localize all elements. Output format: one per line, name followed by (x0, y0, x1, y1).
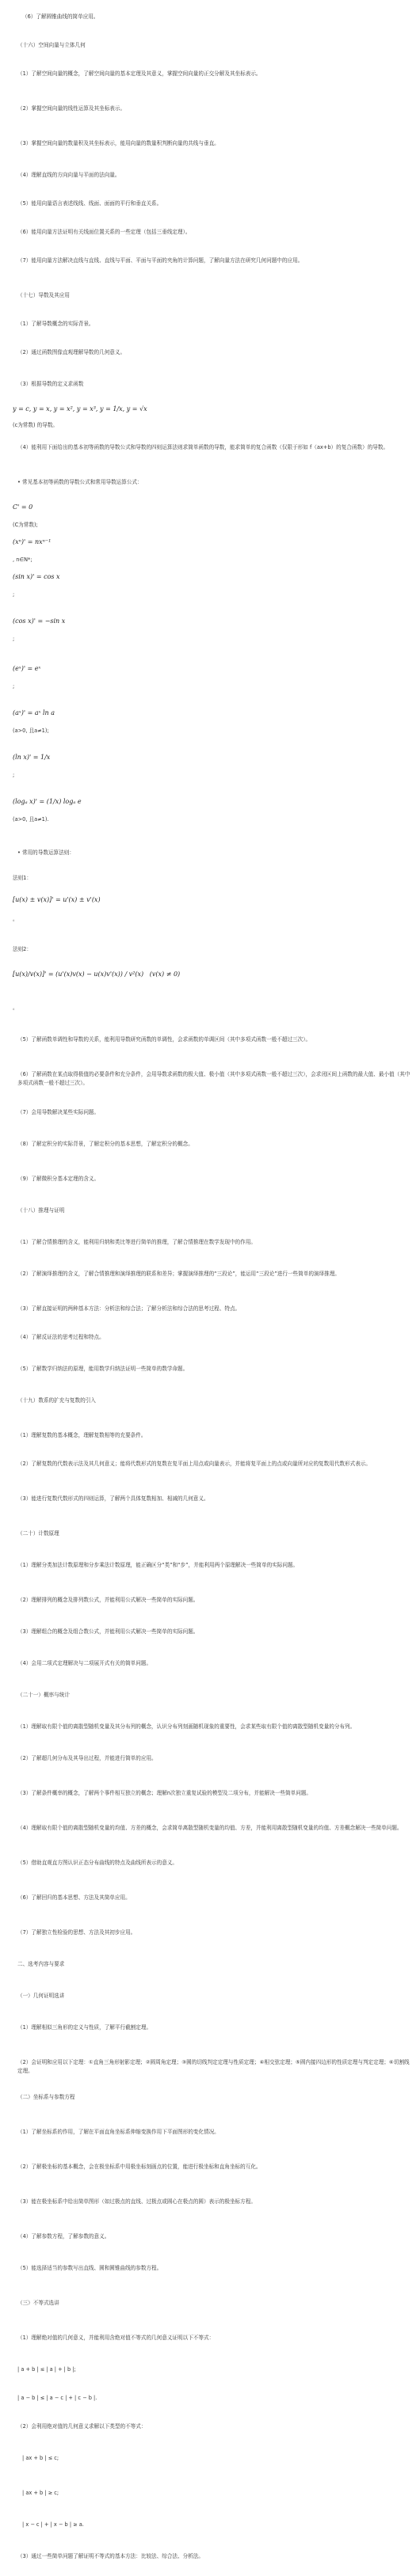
text-line: 二、选考内容与要求 (17, 1961, 65, 1967)
text-line: （十六）空间向量与立体几何 (17, 42, 86, 48)
formula-line: (logₐ x)' = (1/x) logₐ e (13, 798, 82, 805)
text-line: （7）了解独立性检验的思想、方法及其初步应用。 (17, 1929, 136, 1936)
text-line: , n∈N*; (13, 557, 32, 563)
text-line: （3）了解条件概率的概念，了解两个事件相互独立的概念；理解n次独立重复试验的模型及二项分布，并能解决一些简单问题。 (17, 1790, 312, 1796)
text-line: （2）理解排列的概念及排列数公式，并能利用公式解决一些简单的实际问题。 (17, 1597, 199, 1603)
text-line: （3）理解组合的概念及组合数公式，并能利用公式解决一些简单的实际问题。 (17, 1628, 199, 1635)
text-line: | ax + b | ≤ c; (22, 2455, 59, 2461)
text-line: （6）能用向量方法证明有关线面位置关系的一些定理（包括三垂线定理）。 (17, 229, 191, 235)
formula-line: C' = 0 (13, 503, 33, 511)
text-line: （2）了解极坐标的基本概念，会在极坐标系中用极坐标刻画点的位置，能进行极坐标和直角坐标的互化。 (17, 2164, 262, 2170)
text-line: （3）了解直接证明的两种基本方法：分析法和综合法；了解分析法和综合法的思考过程、特点。 (17, 1305, 241, 1312)
text-line: （5）了解数学归纳法的原理，能用数学归纳法证明一些简单的数学命题。 (17, 1366, 189, 1372)
formula-line: (ln x)' = 1/x (13, 754, 51, 761)
text-line: （1）了解坐标系的作用，了解在平面直角坐标系伸缩变换作用下平面图形的变化情况。 (17, 2129, 220, 2135)
text-line: | a − b | ≤ | a − c | + | c − b |. (17, 2395, 97, 2401)
text-line: （十八）推理与证明 (17, 1207, 65, 1214)
text-line: (a>0, 且a≠1). (13, 816, 49, 823)
text-line: （二十一）概率与统计 (17, 1692, 70, 1698)
formula-line: [u(x)/v(x)]' = (u'(x)v(x) − u(x)v'(x)) / v²(x) (v(x) ≠ 0) (13, 971, 181, 978)
text-line: （十七）导数及其应用 (17, 292, 70, 298)
text-line: （2）了解超几何分布及其导出过程，并能进行简单的应用。 (17, 1755, 157, 1761)
text-line: （5）能用向量语言表述线线、线面、面面的平行和垂直关系。 (17, 200, 162, 207)
text-line: （2）了解复数的代数表示法及其几何意义；能将代数形式的复数在复平面上用点或向量表示，并能将复平面上的点或向量所对应的复数用代数形式表示。 (17, 1461, 371, 1467)
text-line: （4）理解取有限个值的离散型随机变量的均值、方差的概念，会求简单离散型随机变量的均值、方差，并能利用离散型随机变量的均值、方差概念解决一些简单问题。 (17, 1825, 403, 1831)
text-line: （1）理解绝对值的几何意义，并能利用含绝对值不等式的几何意义证明以下不等式： (17, 2335, 215, 2341)
text-line: 法则1： (13, 875, 32, 881)
text-line: （7）能用向量方法解决直线与直线、直线与平面、平面与平面的夹角的计算问题，了解向量方法在研究几何问题中的应用。 (17, 257, 304, 264)
text-line: | a + b | ≤ | a | + | b |; (17, 2366, 76, 2373)
formula-line: (eˣ)' = eˣ (13, 665, 41, 672)
formula-line: (xⁿ)' = nxⁿ⁻¹ (13, 538, 52, 545)
text-line: （二）坐标系与参数方程 (17, 2094, 75, 2100)
text-line: （5）借助直观直方图认识正态分布曲线的特点及曲线所表示的意义。 (17, 1860, 178, 1866)
text-line: （2）掌握空间向量的线性运算及其坐标表示。 (17, 105, 126, 112)
text-line: ; (13, 636, 15, 642)
text-line: （3）通过一些简单问题了解证明不等式的基本方法：比较法、综合法、分析法。 (17, 2553, 204, 2559)
text-line: （6）了解函数在某点取得极值的必要条件和充分条件，会用导数求函数的极大值、极小值（其中多项式函数一般不超过三次），会求闭区间上函数的最大值、最小值（其中多项式函数一般不超过三次）。 (17, 1071, 410, 1086)
text-line: • 常见基本初等函数的导数公式和常用导数运算公式： (17, 479, 143, 485)
text-line: （十九）数系的扩充与复数的引入 (17, 1397, 96, 1404)
text-line: 。 (13, 1005, 18, 1011)
text-line: （8）了解定积分的实际背景，了解定积分的基本思想，了解定积分的概念。 (17, 1141, 193, 1147)
text-line: （2）了解演绎推理的含义，了解合情推理和演绎推理的联系和差异；掌握演绎推理的“三段论”，能运用“三段论”进行一些简单的演绎推理。 (17, 1271, 340, 1277)
text-line: （二十）计数原理 (17, 1530, 59, 1537)
text-line: （9）了解微积分基本定理的含义。 (17, 1176, 100, 1182)
text-line: （2）会利用绝对值的几何意义求解以下类型的不等式： (17, 2423, 147, 2430)
text-line: ; (13, 591, 15, 598)
text-line: （1）理解相似三角形的定义与性质，了解平行截割定理。 (17, 2024, 152, 2031)
text-line: （1）理解复数的基本概念，理解复数相等的充要条件。 (17, 1432, 147, 1438)
formula-line: y = c, y = x, y = x², y = x³, y = 1/x, y = √x (13, 405, 147, 412)
text-line: （4）会用二项式定理解决与二项展开式有关的简单问题。 (17, 1660, 152, 1666)
text-line: （3）根据导数的定义求函数 (17, 381, 84, 387)
text-line: （1）理解取有限个值的离散型随机变量及其分布列的概念，认识分布列刻画随机现象的重要性，会求某些取有限个值的离散型随机变量的分布列。 (17, 1723, 356, 1730)
text-line: （4）理解直线的方向向量与平面的法向量。 (17, 172, 120, 178)
text-line: （5）了解函数单调性和导数的关系，能利用导数研究函数的单调性，会求函数的单调区间（其中多项式函数一般不超过三次）。 (17, 1036, 311, 1043)
text-line: （1）了解空间向量的概念，了解空间向量的基本定理及其意义，掌握空间向量的正交分解及其坐标表示。 (17, 70, 262, 77)
text-line: （4）了解反证法的思考过程和特点。 (17, 1334, 105, 1340)
text-line: （6）了解圆锥曲线的简单应用。 (22, 13, 99, 20)
text-line: （1）了解导数概念的实际背景。 (17, 321, 94, 327)
text-line: 法则2： (13, 946, 32, 952)
text-line: (a>0, 且a≠1); (13, 728, 49, 734)
formula-line: (aˣ)' = aˣ ln a (13, 709, 55, 716)
text-line: （3）能在极坐标系中给出简单图形（如过极点的直线、过极点或圆心在极点的圆）表示的极坐标方程。 (17, 2198, 256, 2205)
text-line: （6）了解回归的基本思想、方法及其简单应用。 (17, 1894, 131, 1901)
text-line: 。 (13, 916, 18, 922)
text-line: （7）会用导数解决某些实际问题。 (17, 1109, 100, 1115)
text-line: （5）能选择适当的参数写出直线、圆和圆锥曲线的参数方程。 (17, 2265, 162, 2271)
text-line: （3）能进行复数代数形式的四则运算，了解两个具体复数相加、相减的几何意义。 (17, 1495, 209, 1502)
formula-line: [u(x) ± v(x)]' = u'(x) ± v'(x) (13, 896, 101, 903)
text-line: (c为常数) 的导数。 (13, 422, 59, 428)
formula-line: (sin x)' = cos x (13, 573, 60, 580)
text-line: （三）不等式选讲 (17, 2300, 59, 2306)
text-line: ; (13, 683, 15, 690)
text-line: ; (13, 772, 15, 778)
text-line: （3）掌握空间向量的数量积及其坐标表示，能用向量的数量积判断向量的共线与垂直。 (17, 140, 220, 146)
text-line: | ax + b | ≥ c; (22, 2490, 59, 2496)
text-line: （4）能利用下面给出的基本初等函数的导数公式和导数的四则运算法则求简单函数的导数，能求简单的复合函数（仅限于形如 f（ax+b）的复合函数）的导数。 (17, 444, 389, 450)
text-line: • 常用的导数运算法则： (17, 849, 74, 856)
text-line: （1）理解分类加法计数原理和分步乘法计数原理，能正确区分“类”和“步”，并能利用两个原理解决一些简单的实际问题。 (17, 1562, 299, 1568)
text-line: （1）了解合情推理的含义，能利用归纳和类比等进行简单的推理，了解合情推理在数学发现中的作用。 (17, 1239, 256, 1245)
text-line: | x − c | + | x − b | ≥ a. (22, 2521, 84, 2528)
text-line: （4）了解参数方程，了解参数的意义。 (17, 2233, 110, 2240)
formula-line: (cos x)' = −sin x (13, 617, 66, 625)
text-line: (C为常数); (13, 522, 38, 528)
text-line: （一）几何证明选讲 (17, 1993, 65, 1999)
text-line: （2）会证明和应用以下定理：①直角三角形射影定理；②圆周角定理；③圆的切线判定定理与性质定理；④相交弦定理；⑤圆内接四边形的性质定理与判定定理；⑥切割线定理。 (17, 2059, 410, 2074)
text-line: （2）通过函数图像直观理解导数的几何意义。 (17, 349, 126, 355)
